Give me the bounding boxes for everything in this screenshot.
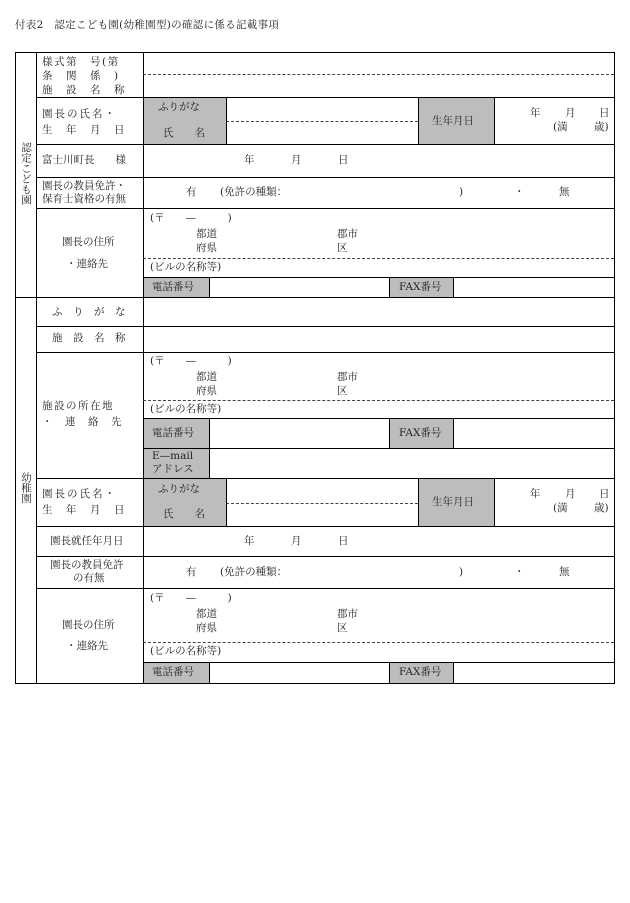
shimei-label-1: 氏 名: [163, 127, 205, 139]
gunshi-label-2: 郡市: [337, 371, 358, 383]
address-label-1b: ・連絡先: [66, 258, 108, 270]
section-nintei-label: 認定こども園: [20, 142, 32, 205]
day-label-3: 日: [599, 488, 610, 500]
ku-label-3: 区: [337, 622, 348, 634]
principal-name-label-1a: 園長の氏名・: [42, 108, 117, 120]
age-open-1: (満: [553, 121, 568, 133]
none-label-1: 無: [559, 186, 570, 198]
principal-name-label-2a: 園長の氏名・: [42, 488, 117, 500]
location-label-a: 施設の所在地: [42, 400, 114, 412]
day-label-1: 日: [599, 107, 610, 119]
form-no-label-1: 様式第 号(第: [42, 56, 120, 68]
principal-name-label-1b: 生 年 月 日: [42, 124, 126, 136]
ku-label-2: 区: [337, 385, 348, 397]
fax-label-2: FAX番号: [399, 427, 442, 439]
building-label-2: (ビルの名称等): [150, 403, 222, 415]
month-label-2: 月: [291, 154, 302, 166]
furigana-label-2: ふりがな: [158, 483, 200, 495]
tel-label-1: 電話番号: [152, 281, 194, 293]
has-label-1: 有: [186, 186, 197, 198]
todo-label-1: 都道: [196, 228, 217, 240]
year-label-2: 年: [244, 154, 255, 166]
page-title: 付表2 認定こども園(幼稚園型)の確認に係る記載事項: [15, 19, 280, 31]
dot-2: ・: [514, 566, 525, 578]
mayor-label: 富士川町長 様: [42, 154, 126, 166]
postal-label-2: (〒 — ): [150, 355, 232, 367]
furigana-label-1: ふりがな: [158, 101, 200, 113]
todo-label-2: 都道: [196, 371, 217, 383]
facility-name-label-1: 施 設 名 称: [42, 84, 126, 96]
license-label-2b: の有無: [73, 572, 105, 584]
day-label-4: 日: [338, 535, 349, 547]
email-label-b: アドレス: [152, 463, 194, 475]
year-label-3: 年: [530, 488, 541, 500]
email-label-a: E—mail: [152, 450, 194, 462]
birthdate-label-2: 生年月日: [432, 496, 474, 508]
paren-close-2: ): [459, 566, 464, 578]
fuken-label-1: 府県: [196, 242, 217, 254]
fax-label-1: FAX番号: [399, 281, 442, 293]
birthdate-label-1: 生年月日: [432, 115, 474, 127]
tel-label-3: 電話番号: [152, 666, 194, 678]
facility-name-label-2: 施 設 名 称: [52, 332, 126, 344]
principal-name-label-2b: 生 年 月 日: [42, 504, 126, 516]
fuken-label-2: 府県: [196, 385, 217, 397]
month-label-1: 月: [565, 107, 576, 119]
license-label-2a: 園長の教員免許: [50, 559, 124, 571]
license-label-1a: 園長の教員免許・: [42, 180, 126, 192]
age-open-2: (満: [553, 502, 568, 514]
license-kind-label-2: (免許の種類：: [220, 566, 288, 578]
tel-label-2: 電話番号: [152, 427, 194, 439]
none-label-2: 無: [559, 566, 570, 578]
month-label-3: 月: [565, 488, 576, 500]
location-label-b: ・ 連 絡 先: [42, 416, 123, 428]
year-label-1: 年: [530, 107, 541, 119]
paren-close-1: ): [459, 186, 464, 198]
gunshi-label-3: 郡市: [337, 608, 358, 620]
building-label-1: (ビルの名称等): [150, 261, 222, 273]
gunshi-label-1: 郡市: [337, 228, 358, 240]
furigana-spaced-label: ふ り が な: [52, 306, 126, 318]
age-close-2: 歳): [594, 502, 609, 514]
todo-label-3: 都道: [196, 608, 217, 620]
age-close-1: 歳): [594, 121, 609, 133]
fax-label-3: FAX番号: [399, 666, 442, 678]
building-label-3: (ビルの名称等): [150, 645, 222, 657]
ku-label-1: 区: [337, 242, 348, 254]
license-kind-label-1: (免許の種類：: [220, 186, 288, 198]
license-label-1b: 保育士資格の有無: [42, 193, 126, 205]
year-label-4: 年: [244, 535, 255, 547]
has-label-2: 有: [186, 566, 197, 578]
address-label-2a: 園長の住所: [62, 619, 115, 631]
appointed-label: 園長就任年月日: [50, 535, 124, 547]
dot-1: ・: [514, 186, 525, 198]
postal-label-3: (〒 — ): [150, 592, 232, 604]
fuken-label-3: 府県: [196, 622, 217, 634]
month-label-4: 月: [291, 535, 302, 547]
section-youchien-label: 幼稚園: [20, 472, 32, 504]
day-label-2: 日: [338, 154, 349, 166]
address-label-2b: ・連絡先: [66, 640, 108, 652]
postal-label-1: (〒 — ): [150, 212, 232, 224]
form-no-label-2: 条 関 係 ): [42, 70, 120, 82]
shimei-label-2: 氏 名: [163, 508, 205, 520]
address-label-1a: 園長の住所: [62, 236, 115, 248]
